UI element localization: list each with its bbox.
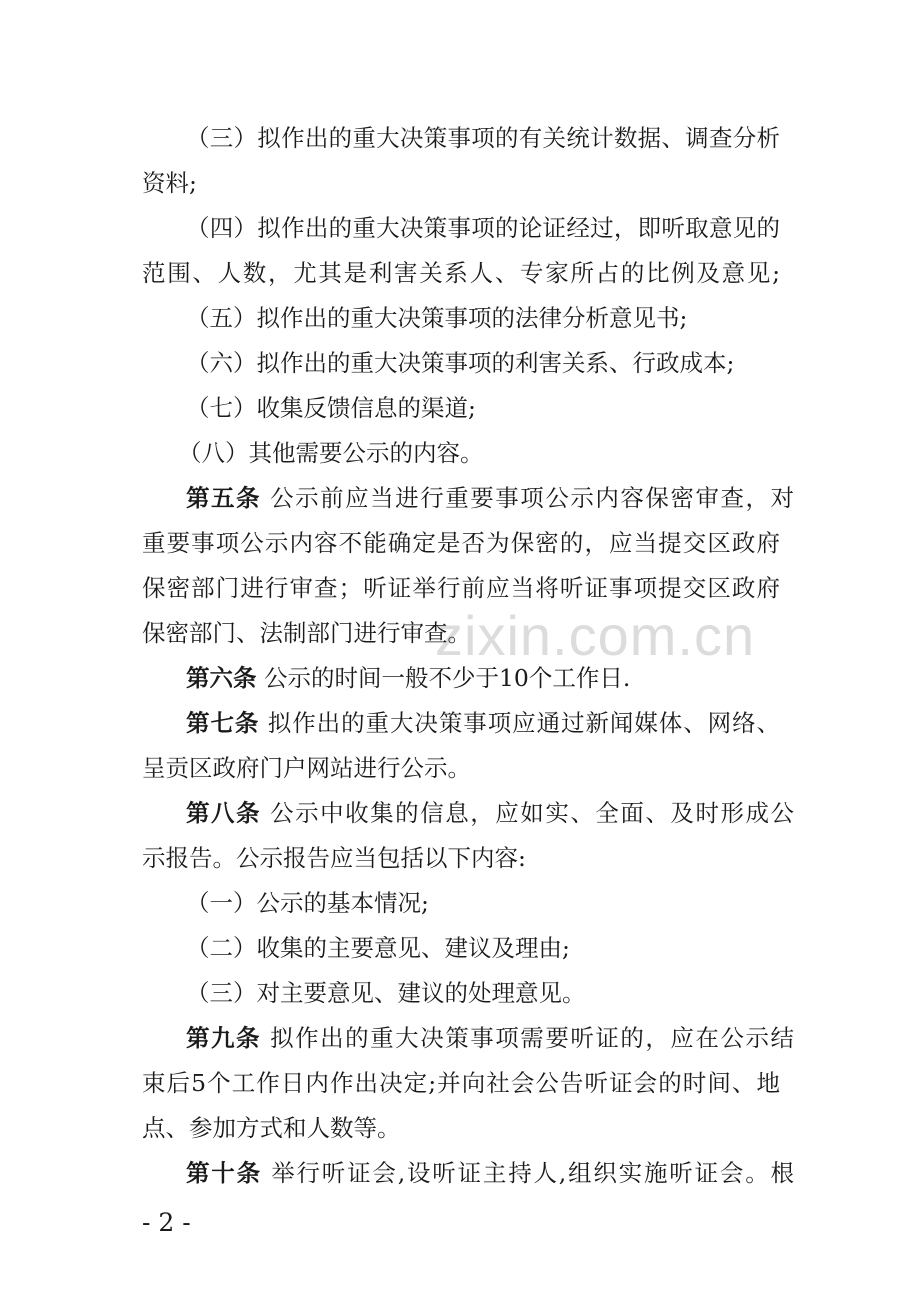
article-first-line: 第六条 公示的时间一般不少于10个工作日. <box>186 664 631 692</box>
article-first-line: 第八条 公示中收集的信息，应如实、全面、及时形成公 <box>186 799 794 827</box>
article-first-line: 第九条 拟作出的重大决策事项需要听证的，应在公示结 <box>186 1024 794 1052</box>
article-heading: 第八条 <box>186 799 262 827</box>
article-first-line: 第五条 公示前应当进行重要事项公示内容保密审查，对 <box>186 484 794 512</box>
article-heading: 第五条 <box>186 484 262 512</box>
text-line: 束后5个工作日内作出决定;并向社会公告听证会的时间、地 <box>142 1069 780 1097</box>
watermark: zixin.com.cn <box>435 604 756 667</box>
text-line: 重要事项公示内容不能确定是否为保密的，应当提交区政府 <box>142 529 780 557</box>
article-heading: 第六条 <box>186 664 257 692</box>
article-heading: 第九条 <box>186 1024 262 1052</box>
text-line: 呈贡区政府门户网站进行公示。 <box>142 754 471 782</box>
text-line: 资料; <box>142 169 197 197</box>
page-number: - 2 - <box>142 1208 191 1237</box>
list-item: （八）其他需要公示的内容。 <box>178 439 484 467</box>
list-item: （六）拟作出的重大决策事项的利害关系、行政成本; <box>186 349 735 377</box>
list-item: （三）对主要意见、建议的处理意见。 <box>186 979 586 1007</box>
text-line: 保密部门进行审查；听证举行前应当将听证事项提交区政府 <box>142 574 780 602</box>
text-line: 点、参加方式和人数等。 <box>142 1114 401 1142</box>
list-item: （一）公示的基本情况; <box>186 889 429 917</box>
list-item: （七）收集反馈信息的渠道; <box>186 394 476 422</box>
article-heading: 第七条 <box>186 709 260 737</box>
list-item: （四）拟作出的重大决策事项的论证经过，即听取意见的 <box>186 214 780 242</box>
text-line: 示报告。公示报告应当包括以下内容: <box>142 844 526 872</box>
text-line: 保密部门、法制部门进行审查。 <box>142 619 471 647</box>
list-item: （二）收集的主要意见、建议及理由; <box>186 934 570 962</box>
article-first-line: 第七条 拟作出的重大决策事项应通过新闻媒体、网络、 <box>186 709 780 737</box>
list-item: （五）拟作出的重大决策事项的法律分析意见书; <box>186 304 688 332</box>
article-heading: 第十条 <box>186 1159 262 1187</box>
text-line: 范围、人数，尤其是利害关系人、专家所占的比例及意见; <box>142 259 780 287</box>
article-first-line: 第十条 举行听证会,设听证主持人,组织实施听证会。根 <box>186 1159 794 1187</box>
list-item: （三）拟作出的重大决策事项的有关统计数据、调查分析 <box>186 124 780 152</box>
